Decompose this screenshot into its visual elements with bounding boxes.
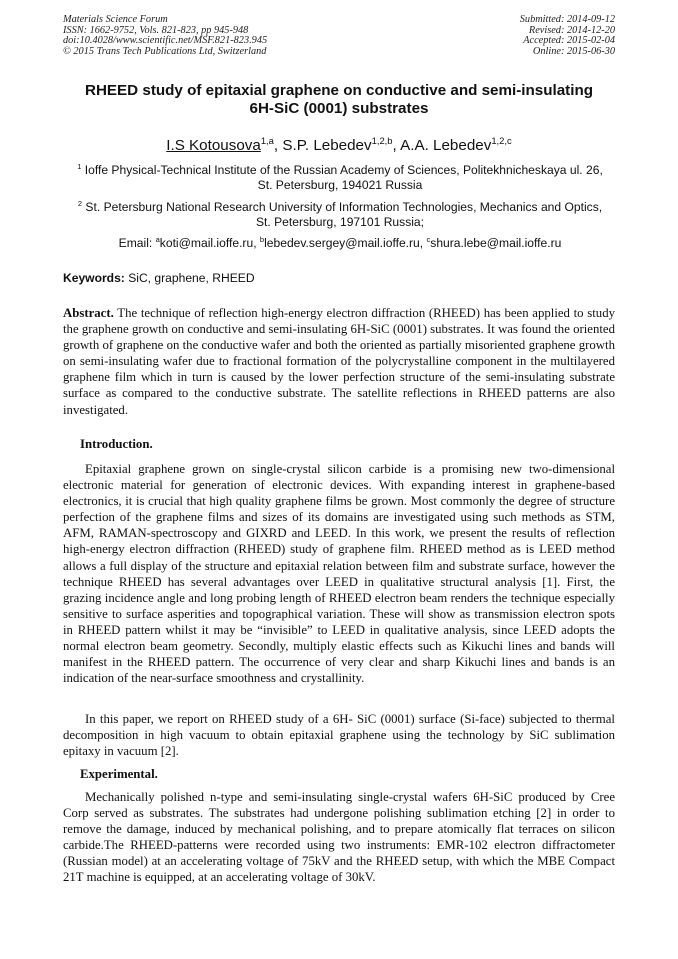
journal-name: Materials Science Forum [63,14,168,25]
affiliation-1-num: 1 [77,161,82,171]
author-2-name: S.P. Lebedev [282,137,372,154]
email-b[interactable]: lebedev.sergey@mail.ioffe.ru [264,236,420,250]
email-c-sup: c [426,234,431,244]
abstract [63,305,615,418]
author-3-name: A.A. Lebedev [400,137,492,154]
author-1-name: I.S Kotousova [166,137,261,154]
email-a-sup: a [155,234,160,244]
issn-line: ISSN: 1662-9752, Vols. 821-823, pp 945-948 [63,24,249,36]
accepted-date: Accepted: 2015-02-04 [523,35,615,47]
title-line-2: 6H-SiC (0001) substrates [249,100,429,117]
email-b-sup: b [259,234,265,244]
journal-header-right [520,15,615,57]
introduction-paragraph-1: Epitaxial graphene grown on single-crystal silicon carbide is a promising new two-dimensional electronic material for generation of electronic devices. With expanding interest in graphene-based electronics, it is crucial that high quality graphene films be grown. Most commonly the degree of structure perfection of the graphene films and sizes of its domains are investigated using such methods as STM, AFM, RAMAN-spectroscopy and GIXRD and LEED. In this work, we present the results of reflection high-energy electron diffraction (RHEED) study of graphene film. RHEED method as is LEED method allows a full display of the structure and epitaxial relation between film and substrate surface, however the technique RHEED has several advantages over LEED in qualitative structural analysis [1]. First, the grazing incidence angle and long probing length of RHEED electron beam renders the technique especially sensitive to surface asperities and topographical variation. These will show as transmission electron spots in RHEED pattern whilst it may be “invisible” to LEED in qualitative analysis, since LEED adopts the normal electron beam geometry. Secondly, multiply elastic effects such as Kikuchi lines and bands will manifest in the RHEED pattern. The occurrence of very clear and sharp Kikuchi lines and bands is an indication of the near-surface smoothness and crystallinity. [63,462,615,686]
affiliation-2-line-2: St. Petersburg, 197101 Russia; [255,215,425,229]
affiliation-1-line-2: St. Petersburg, 194021 Russia [257,178,423,192]
revised-date: Revised: 2014-12-20 [528,24,615,36]
author-2-sup: 1,2,b [371,134,393,146]
email-line: Email: $^a$koti@mail.ioffe.ru, $^b$lebedev.sergey@mail.ioffe.ru, $^c$shura.lebe@mail.ioffe.ru [118,234,562,250]
title-line-1: RHEED study of epitaxial graphene on conductive and semi-insulating [84,82,594,99]
affiliation-1 [62,163,618,193]
keywords [63,271,255,286]
abstract-label: Abstract. [63,306,114,320]
paper-title [40,82,638,118]
doi-line: doi:10.4028/www.scientific.net/MSF.821-823.945 [63,35,268,47]
experimental-heading: Experimental. [80,767,158,781]
affiliation-2-num: 2 [77,198,83,208]
abstract-text: The technique of reflection high-energy electron diffraction (RHEED) has been applied to study the graphene growth on conductive and semi-insulating 6H-SiC (0001) substrates. It was found the oriented growth of graphene on the conductive wafer and both the oriented as partially misoriented graphene growth on semi-insulating wafer due to fractional formation of the polycrystalline component in the multilayered graphene film which in turn is caused by the lower perfection structure of the semi-insulating substrate surface as compared to the conductive substrate. The satellite reflections in RHEED patterns are also investigated. [63,306,615,417]
introduction-heading: Introduction. [80,437,153,451]
affiliation-2 [62,200,618,230]
author-list: I.S Kotousova$^{1,a}$, S.P. Lebedev$^{1,2,b}$, A.A. Lebedev$^{1,2,c}$ [166,134,512,154]
author-1-sup: 1,a [260,134,274,146]
affiliation-1-line-1: Ioffe Physical-Technical Institute of the Russian Academy of Sciences, Politekhnicheskaya ul. 26, [84,163,603,177]
introduction-paragraph-2: In this paper, we report on RHEED study of a 6H- SiC (0001) surface (Si-face) subjected to thermal decomposition in high vacuum to obtain epitaxial graphene using the technology by SiC sublimation epitaxy in vacuum [2]. [63,712,615,759]
email-c[interactable]: shura.lebe@mail.ioffe.ru [430,236,562,250]
author-3-sup: 1,2,c [491,134,512,146]
experimental-paragraph-1: Mechanically polished n-type and semi-insulating single-crystal wafers 6H-SiC produced by Cree Corp served as substrates. The substrates had undergone polishing sublimation etching [2] in order to remove the damage, induced by mechanical polishing, and to prepare atomically flat terraces on silicon carbide.The RHEED-patterns were recorded using two instruments: EMR-102 electron diffractometer (Russian model) at an accelerating voltage of 75kV and the RHEED setup, with which the MBE Compact 21T machine is equipped, at an accelerating voltage of 30kV. [63,790,615,885]
keywords-label: Keywords: [63,271,125,285]
copyright-line: © 2015 Trans Tech Publications Ltd, Switzerland [63,45,267,57]
email-a[interactable]: koti@mail.ioffe.ru [159,236,254,250]
email-label: Email: [118,236,156,250]
submitted-date: Submitted: 2014-09-12 [519,14,615,25]
online-date: Online: 2015-06-30 [532,45,615,57]
affiliation-2-line-1: St. Petersburg National Research University of Information Technologies, Mechanics and Optics, [85,200,603,214]
keywords-text: SiC, graphene, RHEED [124,271,255,285]
journal-header-left [63,15,267,57]
